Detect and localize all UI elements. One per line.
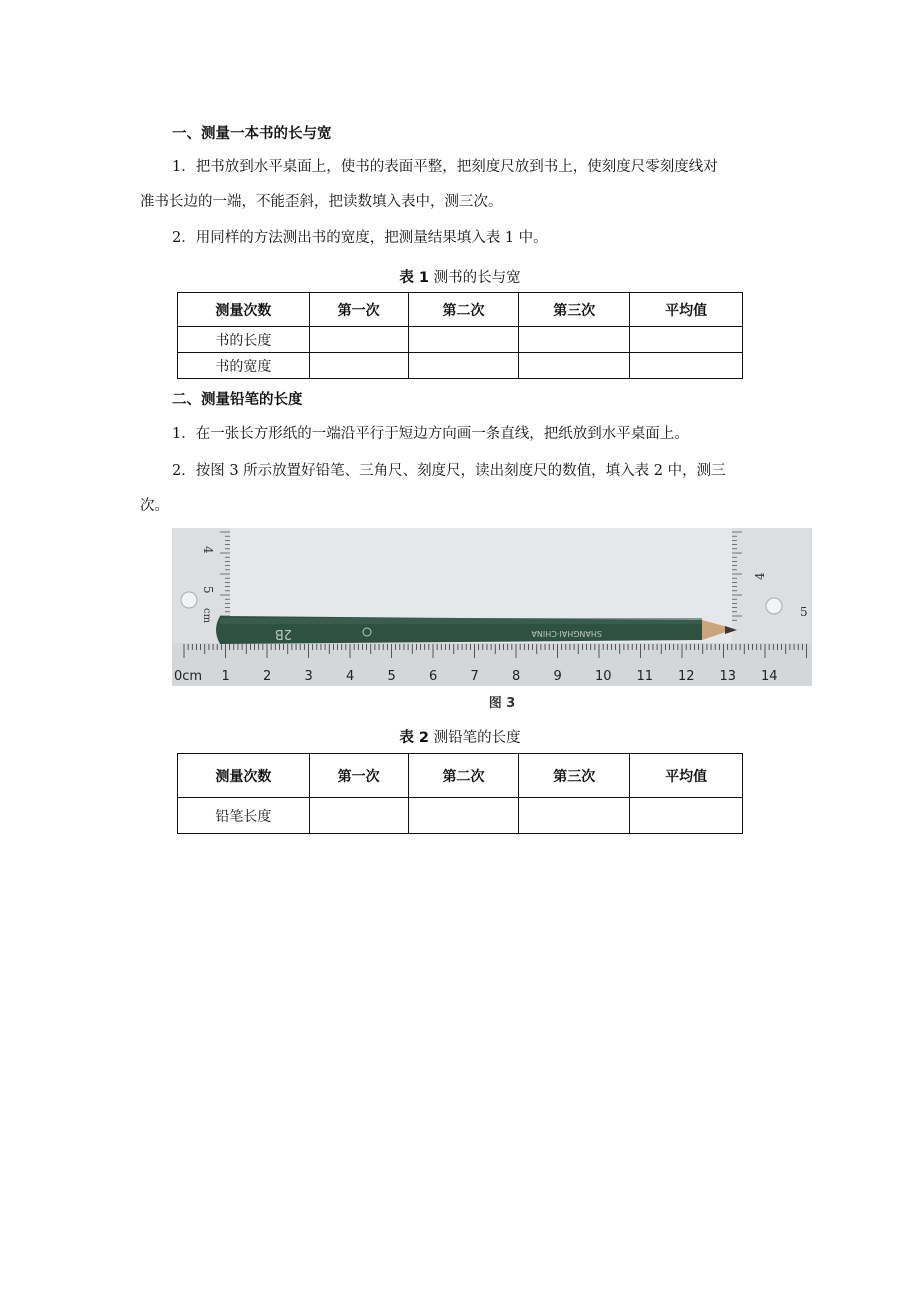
table2-header-cell: 第二次 — [408, 754, 519, 798]
table1-cell[interactable] — [309, 327, 408, 353]
figure-pencil-photo — [172, 528, 812, 686]
table2-cell[interactable] — [408, 798, 519, 834]
table1-cell[interactable] — [519, 353, 630, 379]
right-triangle-label: 5 — [800, 605, 808, 619]
figure3-caption: 图 3 — [488, 696, 516, 711]
table1-cell[interactable] — [309, 353, 408, 379]
ruler-number: 4 — [346, 669, 355, 684]
table2-caption-text: 测铅笔的长度 — [433, 730, 521, 746]
ruler-number: 12 — [678, 669, 695, 684]
table1-caption-text: 测书的长与宽 — [433, 270, 521, 286]
table2-header-cell: 平均值 — [630, 754, 743, 798]
pencil-grade-label: 2B — [274, 626, 292, 641]
table2-caption — [172, 726, 748, 747]
table2-header-cell: 第三次 — [519, 754, 630, 798]
section2-step2-line1: 2．按图 3 所示放置好铅笔、三角尺、刻度尺，读出刻度尺的数值，填入表 2 中，测三 — [172, 463, 726, 479]
table1-cell[interactable] — [408, 327, 519, 353]
section2-heading: 二、测量铅笔的长度 — [172, 392, 303, 408]
table1-caption — [172, 266, 748, 287]
ruler-number: 7 — [470, 669, 479, 684]
table1-header-cell: 第三次 — [519, 293, 630, 327]
left-triangle-label: 4 — [201, 546, 215, 554]
table2-caption-number: 表 2 — [399, 730, 430, 746]
ruler-number: 6 — [429, 669, 438, 684]
table2 — [177, 753, 743, 834]
table1-row-label: 书的宽度 — [178, 353, 310, 379]
left-triangle-label: cm — [201, 608, 212, 624]
table1-header-cell: 平均值 — [630, 293, 743, 327]
ruler-number: 8 — [512, 669, 521, 684]
table-row — [178, 798, 743, 834]
pencil-brand-label: SHANGHAI·CHINA — [531, 629, 602, 638]
ruler-numbers — [174, 669, 778, 684]
section1-step1-line2: 准书长边的一端，不能歪斜，把读数填入表中，测三次。 — [140, 194, 503, 210]
table-row — [178, 353, 743, 379]
table1-header-cell: 第一次 — [309, 293, 408, 327]
ruler-number: 14 — [761, 669, 778, 684]
table1-cell[interactable] — [408, 353, 519, 379]
triangle-hole-icon — [181, 592, 197, 608]
ruler-number: 9 — [553, 669, 562, 684]
table1-row-label: 书的长度 — [178, 327, 310, 353]
ruler-number: 3 — [304, 669, 313, 684]
section2-step1: 1．在一张长方形纸的一端沿平行于短边方向画一条直线，把纸放到水平桌面上。 — [172, 426, 689, 442]
right-triangle-label: 4 — [753, 572, 767, 580]
ruler-number: 1 — [221, 669, 230, 684]
section1-step2: 2．用同样的方法测出书的宽度，把测量结果填入表 1 中。 — [172, 230, 548, 246]
table1-header-row — [178, 293, 743, 327]
ruler-number: 5 — [387, 669, 396, 684]
table1-cell[interactable] — [519, 327, 630, 353]
table1-header-cell: 测量次数 — [178, 293, 310, 327]
table2-cell[interactable] — [519, 798, 630, 834]
table2-cell[interactable] — [309, 798, 408, 834]
ruler-number: 2 — [263, 669, 272, 684]
table2-header-cell: 测量次数 — [178, 754, 310, 798]
section1-heading: 一、测量一本书的长与宽 — [172, 126, 332, 142]
table1-cell[interactable] — [630, 327, 743, 353]
section2-step2-line2: 次。 — [140, 498, 169, 514]
pencil — [216, 616, 737, 644]
pencil-ruler-illustration — [172, 528, 812, 686]
table-row — [178, 327, 743, 353]
table1-cell[interactable] — [630, 353, 743, 379]
table1 — [177, 292, 743, 379]
table1-caption-number: 表 1 — [399, 270, 430, 286]
ruler-number: 10 — [595, 669, 612, 684]
ruler-number: 0cm — [174, 669, 203, 684]
left-triangle-label: 5 — [201, 586, 215, 594]
triangle-hole-icon — [766, 598, 782, 614]
table2-cell[interactable] — [630, 798, 743, 834]
ruler-number: 13 — [719, 669, 737, 684]
table2-header-row — [178, 754, 743, 798]
ruler-number: 11 — [636, 669, 654, 684]
table2-row-label: 铅笔长度 — [178, 798, 310, 834]
table2-header-cell: 第一次 — [309, 754, 408, 798]
table1-header-cell: 第二次 — [408, 293, 519, 327]
section1-step1-line1: 1．把书放到水平桌面上，使书的表面平整，把刻度尺放到书上，使刻度尺零刻度线对 — [172, 159, 718, 175]
